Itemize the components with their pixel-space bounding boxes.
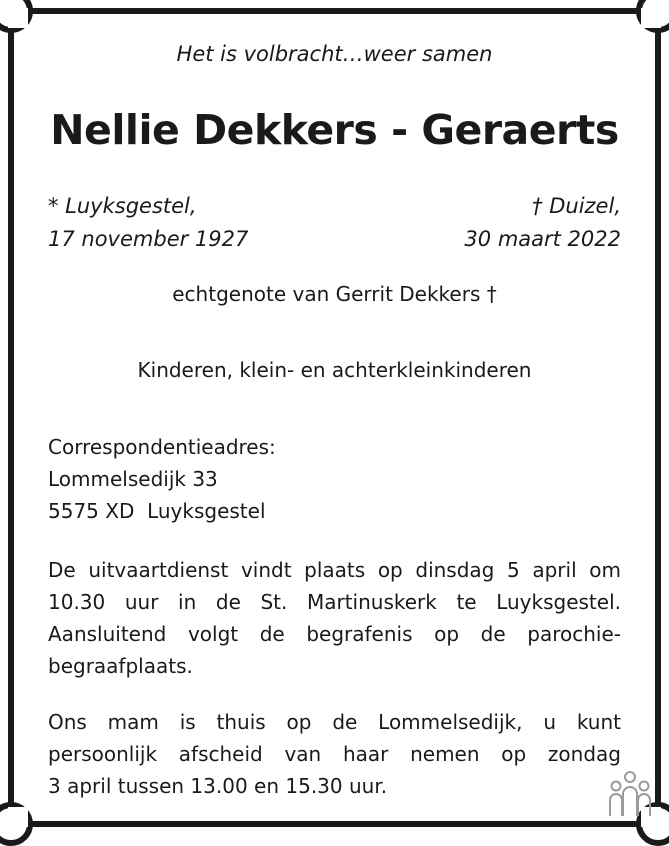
family-line: Kinderen, klein- en achterkleinkinderen — [137, 358, 532, 382]
farewell-line: 3 april tussen 13.00 en 15.30 uur. — [48, 774, 388, 798]
farewell-line: Ons mam is thuis op de Lommelsedijk, u kunt — [48, 710, 621, 734]
birth-place: * Luyksgestel, — [48, 194, 197, 218]
death-date: 30 maart 2022 — [464, 227, 621, 251]
birth-info — [48, 190, 248, 256]
service-paragraph — [48, 554, 621, 682]
service-line: Aansluitend volgt de begrafenis op de parochie- — [48, 622, 621, 646]
address-label: Correspondentieadres: — [48, 435, 276, 459]
death-info — [464, 190, 621, 256]
family-people-icon — [604, 768, 656, 820]
motto: Het is volbracht…weer samen — [176, 42, 493, 66]
address-street: Lommelsedijk 33 — [48, 467, 218, 491]
farewell-paragraph — [48, 706, 621, 802]
correspondence-address — [48, 431, 276, 527]
address-city: 5575 XD Luyksgestel — [48, 499, 266, 523]
deceased-name: Nellie Dekkers - Geraerts — [50, 106, 619, 154]
service-line: De uitvaartdienst vindt plaats op dinsdag 5 april om — [48, 558, 621, 582]
service-line: begraafplaats. — [48, 654, 193, 678]
farewell-line: persoonlijk afscheid van haar nemen op zondag — [48, 742, 621, 766]
service-line: 10.30 uur in de St. Martinuskerk te Luyksgestel. — [48, 590, 621, 614]
spouse-line: echtgenote van Gerrit Dekkers † — [172, 282, 497, 306]
death-place: † Duizel, — [532, 194, 621, 218]
birth-date: 17 november 1927 — [48, 227, 249, 251]
